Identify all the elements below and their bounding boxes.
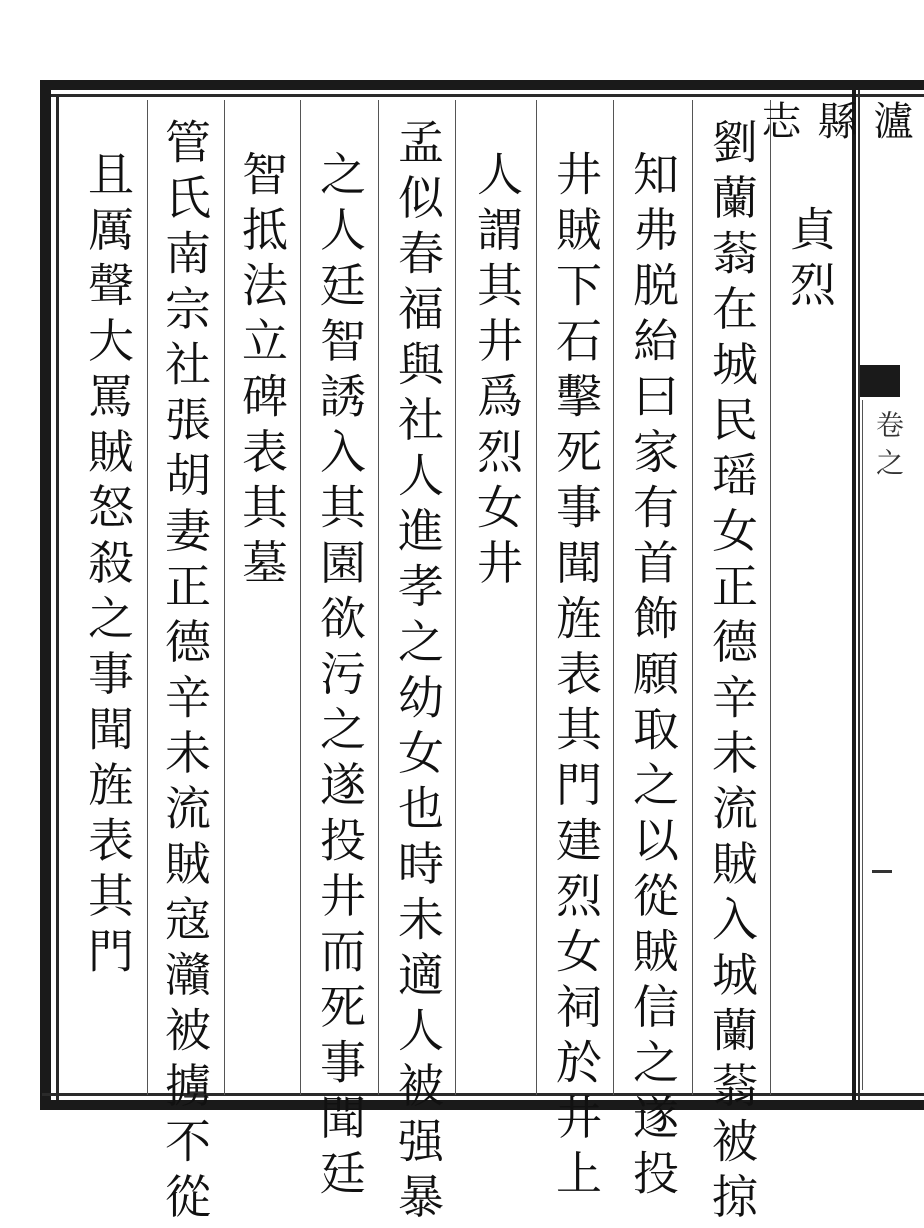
column-rule [300, 100, 301, 1095]
column-rule [770, 100, 771, 1095]
section-heading: 貞烈 [783, 205, 837, 316]
column-rule [455, 100, 456, 1095]
text-column-5: 孟似春福與社人進孝之幼女也時未適人被强暴 [391, 118, 445, 1228]
frame-right-inner-border [858, 90, 860, 1100]
column-rule [147, 100, 148, 1095]
frame-top-inner-border [42, 94, 924, 97]
text-column-8: 管氏南宗社張胡妻正德辛未流賊寇灨被擄不從 [158, 118, 212, 1228]
text-column-1: 劉蘭蓊在城民瑶女正德辛未流賊入城蘭蓊被掠 [705, 118, 759, 1228]
margin-rule [862, 400, 863, 1090]
text-column-9: 且厲聲大罵賊怒殺之事聞旌表其門 [81, 150, 135, 983]
frame-top-border [42, 80, 924, 90]
frame-left-inner-border [56, 94, 59, 1106]
text-column-6: 之人廷智誘入其園欲污之遂投井而死事聞廷 [313, 150, 367, 1205]
text-column-7: 智抵法立碑表其墓 [235, 150, 289, 594]
frame-left-border [40, 80, 51, 1110]
margin-fishtail-block [860, 365, 900, 397]
text-column-3: 井賊下石擊死事聞旌表其門建烈女祠於井上 [549, 150, 603, 1205]
column-rule [613, 100, 614, 1095]
margin-volume-marks: 卷之 [872, 410, 905, 486]
column-rule [378, 100, 379, 1095]
column-rule [536, 100, 537, 1095]
frame-right-border [852, 90, 856, 1100]
text-column-2: 知弗脱紿曰家有首飾願取之以從賊信之遂投 [626, 150, 680, 1205]
column-rule [692, 100, 693, 1095]
margin-tick [872, 870, 892, 873]
margin-book-title: 瀘縣志 [755, 100, 913, 142]
text-column-4: 人謂其井爲烈女井 [470, 150, 524, 594]
column-rule [224, 100, 225, 1095]
